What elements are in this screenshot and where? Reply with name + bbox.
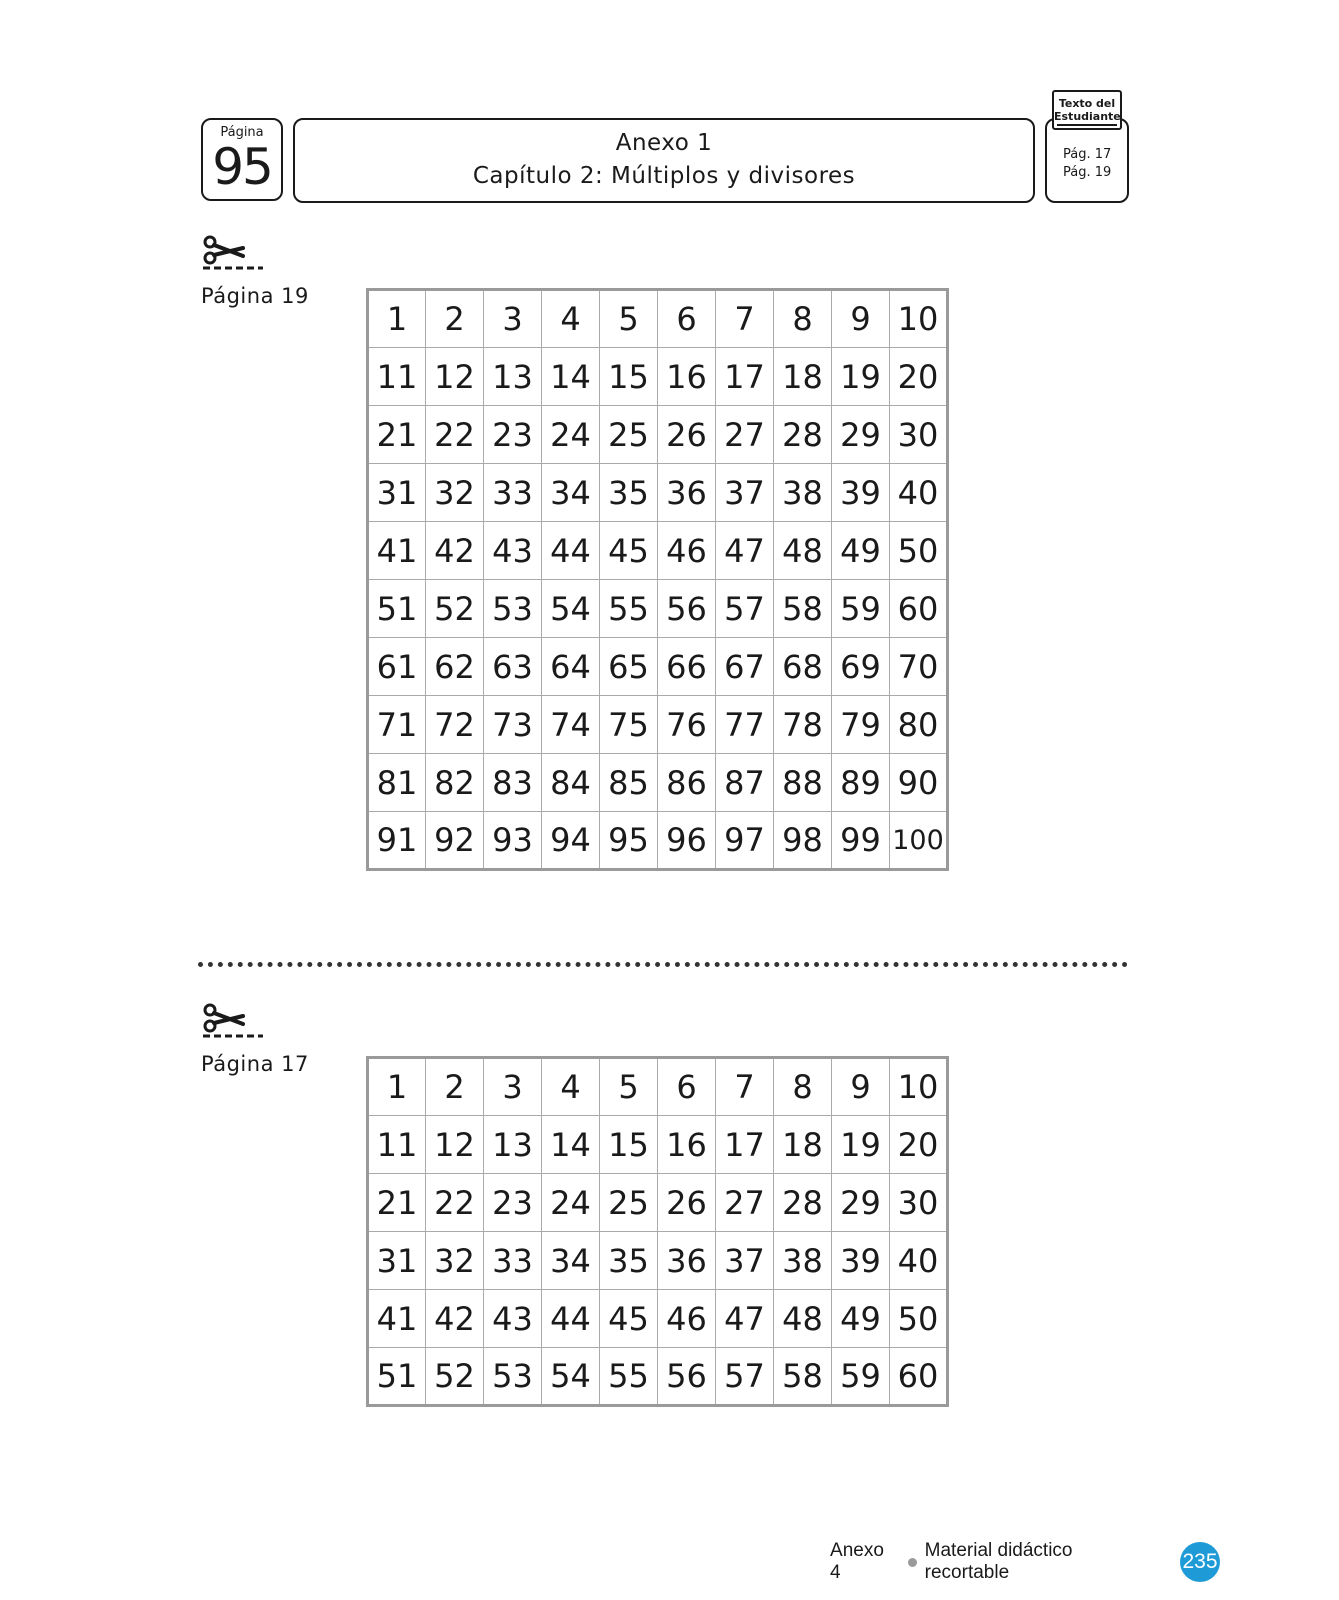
grid-cell: 1 — [368, 1058, 426, 1116]
annex-title: Anexo 1 — [615, 130, 713, 156]
grid-cell: 9 — [832, 1058, 890, 1116]
grid-cell: 89 — [832, 754, 890, 812]
grid-cell: 32 — [426, 1232, 484, 1290]
grid-cell: 57 — [716, 580, 774, 638]
grid-cell: 8 — [774, 1058, 832, 1116]
grid-cell: 24 — [542, 406, 600, 464]
grid-cell: 47 — [716, 1290, 774, 1348]
grid-cell: 20 — [890, 348, 948, 406]
grid-cell: 41 — [368, 1290, 426, 1348]
section-page-label: Página 19 — [201, 284, 309, 308]
grid-cell: 39 — [832, 464, 890, 522]
chapter-title-box — [293, 118, 1035, 203]
sixty-chart — [366, 1056, 949, 1407]
grid-row — [368, 1232, 948, 1290]
grid-cell: 41 — [368, 522, 426, 580]
book-icon-text-2: Estudiante — [1054, 110, 1121, 123]
grid-cell: 14 — [542, 348, 600, 406]
grid-cell: 2 — [426, 1058, 484, 1116]
grid-cell: 26 — [658, 406, 716, 464]
grid-cell: 100 — [890, 812, 948, 870]
grid-cell: 29 — [832, 1174, 890, 1232]
grid-row — [368, 1348, 948, 1406]
grid-cell: 8 — [774, 290, 832, 348]
grid-cell: 93 — [484, 812, 542, 870]
grid-cell: 55 — [600, 1348, 658, 1406]
grid-cell: 85 — [600, 754, 658, 812]
grid-row — [368, 580, 948, 638]
grid-cell: 9 — [832, 290, 890, 348]
grid-cell: 77 — [716, 696, 774, 754]
grid-cell: 33 — [484, 464, 542, 522]
grid-cell: 49 — [832, 522, 890, 580]
grid-cell: 7 — [716, 290, 774, 348]
grid-cell: 19 — [832, 348, 890, 406]
scissors-icon — [201, 1002, 265, 1042]
grid-cell: 58 — [774, 580, 832, 638]
grid-cell: 52 — [426, 1348, 484, 1406]
grid-cell: 58 — [774, 1348, 832, 1406]
grid-cell: 91 — [368, 812, 426, 870]
grid-cell: 3 — [484, 290, 542, 348]
grid-cell: 81 — [368, 754, 426, 812]
grid-cell: 98 — [774, 812, 832, 870]
grid-cell: 49 — [832, 1290, 890, 1348]
grid-cell: 54 — [542, 1348, 600, 1406]
grid-cell: 11 — [368, 348, 426, 406]
grid-row — [368, 522, 948, 580]
grid-cell: 31 — [368, 1232, 426, 1290]
grid-cell: 5 — [600, 290, 658, 348]
grid-row — [368, 290, 948, 348]
grid-cell: 74 — [542, 696, 600, 754]
grid-cell: 23 — [484, 1174, 542, 1232]
grid-cell: 37 — [716, 1232, 774, 1290]
grid-row — [368, 754, 948, 812]
grid-cell: 51 — [368, 1348, 426, 1406]
grid-cell: 63 — [484, 638, 542, 696]
grid-cell: 78 — [774, 696, 832, 754]
scissors-icon — [201, 234, 265, 274]
grid-cell: 50 — [890, 522, 948, 580]
grid-cell: 17 — [716, 348, 774, 406]
grid-cell: 65 — [600, 638, 658, 696]
grid-cell: 60 — [890, 580, 948, 638]
grid-cell: 57 — [716, 1348, 774, 1406]
grid-cell: 12 — [426, 1116, 484, 1174]
grid-cell: 26 — [658, 1174, 716, 1232]
grid-cell: 28 — [774, 1174, 832, 1232]
grid-cell: 32 — [426, 464, 484, 522]
grid-cell: 20 — [890, 1116, 948, 1174]
grid-cell: 94 — [542, 812, 600, 870]
grid-cell: 2 — [426, 290, 484, 348]
grid-cell: 11 — [368, 1116, 426, 1174]
grid-cell: 36 — [658, 464, 716, 522]
grid-cell: 30 — [890, 406, 948, 464]
grid-cell: 44 — [542, 1290, 600, 1348]
grid-cell: 92 — [426, 812, 484, 870]
chapter-title: Capítulo 2: Múltiplos y divisores — [472, 163, 856, 189]
grid-cell: 70 — [890, 638, 948, 696]
grid-cell: 59 — [832, 1348, 890, 1406]
grid-cell: 6 — [658, 1058, 716, 1116]
grid-cell: 45 — [600, 522, 658, 580]
grid-cell: 76 — [658, 696, 716, 754]
grid-cell: 35 — [600, 1232, 658, 1290]
grid-cell: 84 — [542, 754, 600, 812]
grid-row — [368, 812, 948, 870]
student-text-reference — [1045, 118, 1129, 203]
grid-cell: 42 — [426, 522, 484, 580]
grid-cell: 44 — [542, 522, 600, 580]
grid-cell: 1 — [368, 290, 426, 348]
grid-cell: 5 — [600, 1058, 658, 1116]
grid-cell: 39 — [832, 1232, 890, 1290]
grid-row — [368, 348, 948, 406]
grid-cell: 51 — [368, 580, 426, 638]
grid-cell: 62 — [426, 638, 484, 696]
grid-row — [368, 464, 948, 522]
grid-cell: 96 — [658, 812, 716, 870]
grid-cell: 86 — [658, 754, 716, 812]
grid-cell: 87 — [716, 754, 774, 812]
grid-row — [368, 1116, 948, 1174]
grid-cell: 34 — [542, 464, 600, 522]
grid-cell: 64 — [542, 638, 600, 696]
grid-cell: 48 — [774, 1290, 832, 1348]
grid-cell: 46 — [658, 1290, 716, 1348]
grid-cell: 17 — [716, 1116, 774, 1174]
footer-subtitle: Material didáctico recortable — [924, 1540, 1073, 1583]
grid-cell: 23 — [484, 406, 542, 464]
grid-cell: 56 — [658, 1348, 716, 1406]
grid-cell: 43 — [484, 1290, 542, 1348]
grid-cell: 72 — [426, 696, 484, 754]
grid-cell: 4 — [542, 1058, 600, 1116]
footer-annex: Anexo 4 — [830, 1540, 884, 1583]
grid-cell: 71 — [368, 696, 426, 754]
grid-cell: 38 — [774, 1232, 832, 1290]
footer-page-number: 235 — [1180, 1542, 1220, 1582]
grid-cell: 18 — [774, 1116, 832, 1174]
grid-cell: 13 — [484, 1116, 542, 1174]
grid-cell: 75 — [600, 696, 658, 754]
grid-cell: 88 — [774, 754, 832, 812]
grid-cell: 25 — [600, 1174, 658, 1232]
grid-cell: 27 — [716, 1174, 774, 1232]
grid-cell: 83 — [484, 754, 542, 812]
grid-cell: 18 — [774, 348, 832, 406]
bullet-icon — [908, 1558, 917, 1567]
grid-cell: 56 — [658, 580, 716, 638]
grid-cell: 55 — [600, 580, 658, 638]
grid-cell: 16 — [658, 348, 716, 406]
grid-cell: 60 — [890, 1348, 948, 1406]
grid-cell: 40 — [890, 1232, 948, 1290]
grid-row — [368, 638, 948, 696]
grid-cell: 73 — [484, 696, 542, 754]
grid-cell: 24 — [542, 1174, 600, 1232]
grid-cell: 35 — [600, 464, 658, 522]
grid-cell: 19 — [832, 1116, 890, 1174]
grid-cell: 36 — [658, 1232, 716, 1290]
grid-cell: 38 — [774, 464, 832, 522]
grid-row — [368, 696, 948, 754]
reference-page-2: Pág. 19 — [1063, 165, 1112, 180]
grid-cell: 15 — [600, 1116, 658, 1174]
grid-cell: 47 — [716, 522, 774, 580]
hundred-chart — [366, 288, 949, 871]
grid-cell: 33 — [484, 1232, 542, 1290]
grid-cell: 12 — [426, 348, 484, 406]
grid-cell: 30 — [890, 1174, 948, 1232]
grid-cell: 95 — [600, 812, 658, 870]
grid-cell: 80 — [890, 696, 948, 754]
grid-row — [368, 1290, 948, 1348]
grid-cell: 27 — [716, 406, 774, 464]
grid-cell: 25 — [600, 406, 658, 464]
grid-cell: 68 — [774, 638, 832, 696]
grid-cell: 53 — [484, 1348, 542, 1406]
grid-cell: 40 — [890, 464, 948, 522]
grid-cell: 54 — [542, 580, 600, 638]
page-box-label: Página — [220, 125, 264, 140]
cut-line — [198, 962, 1128, 967]
grid-cell: 52 — [426, 580, 484, 638]
page-footer — [830, 1540, 1220, 1583]
grid-cell: 29 — [832, 406, 890, 464]
grid-cell: 10 — [890, 1058, 948, 1116]
grid-cell: 21 — [368, 1174, 426, 1232]
grid-cell: 61 — [368, 638, 426, 696]
page-number-box — [201, 118, 283, 201]
grid-cell: 69 — [832, 638, 890, 696]
grid-cell: 22 — [426, 1174, 484, 1232]
grid-cell: 90 — [890, 754, 948, 812]
grid-cell: 3 — [484, 1058, 542, 1116]
grid-cell: 66 — [658, 638, 716, 696]
grid-cell: 31 — [368, 464, 426, 522]
grid-cell: 46 — [658, 522, 716, 580]
grid-cell: 14 — [542, 1116, 600, 1174]
grid-cell: 28 — [774, 406, 832, 464]
page-box-number: 95 — [212, 138, 272, 196]
grid-cell: 13 — [484, 348, 542, 406]
grid-cell: 37 — [716, 464, 774, 522]
grid-cell: 59 — [832, 580, 890, 638]
grid-cell: 45 — [600, 1290, 658, 1348]
grid-cell: 34 — [542, 1232, 600, 1290]
grid-row — [368, 406, 948, 464]
grid-cell: 42 — [426, 1290, 484, 1348]
reference-page-1: Pág. 17 — [1063, 147, 1112, 162]
book-icon-text-1: Texto del — [1058, 97, 1116, 110]
grid-cell: 99 — [832, 812, 890, 870]
grid-cell: 7 — [716, 1058, 774, 1116]
grid-cell: 16 — [658, 1116, 716, 1174]
grid-cell: 97 — [716, 812, 774, 870]
grid-cell: 50 — [890, 1290, 948, 1348]
book-icon — [1052, 90, 1122, 130]
grid-cell: 6 — [658, 290, 716, 348]
grid-cell: 15 — [600, 348, 658, 406]
grid-cell: 4 — [542, 290, 600, 348]
grid-cell: 53 — [484, 580, 542, 638]
grid-cell: 67 — [716, 638, 774, 696]
section-page-label: Página 17 — [201, 1052, 309, 1076]
grid-cell: 10 — [890, 290, 948, 348]
grid-row — [368, 1174, 948, 1232]
grid-cell: 22 — [426, 406, 484, 464]
grid-cell: 43 — [484, 522, 542, 580]
grid-cell: 48 — [774, 522, 832, 580]
grid-cell: 82 — [426, 754, 484, 812]
grid-cell: 21 — [368, 406, 426, 464]
grid-row — [368, 1058, 948, 1116]
grid-cell: 79 — [832, 696, 890, 754]
